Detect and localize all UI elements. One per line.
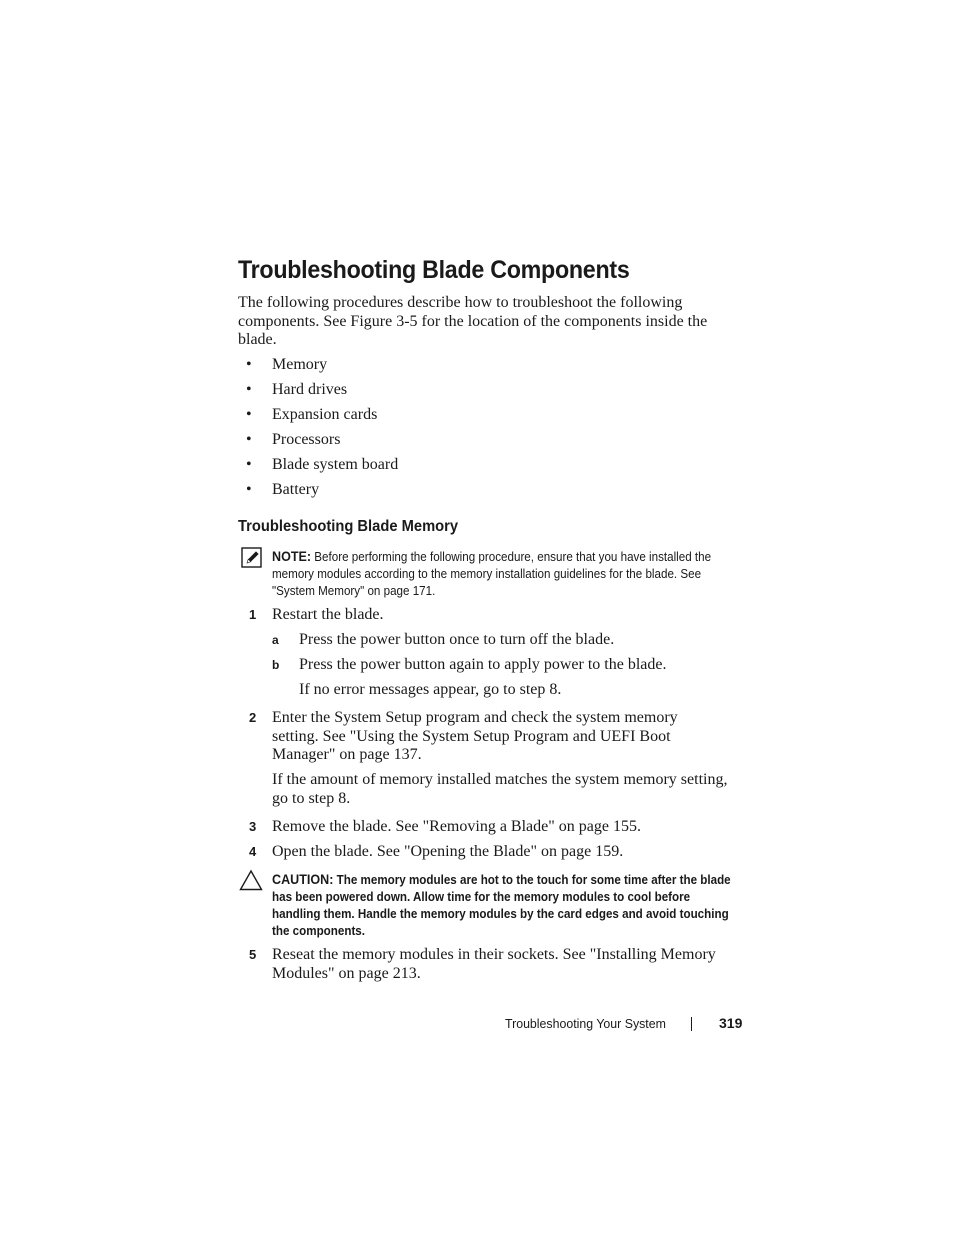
note-label: NOTE: [272,549,312,564]
note-block [272,548,735,600]
step-text: Remove the blade. See "Removing a Blade" on page 155. [272,818,641,835]
substep-text: Press the power button again to apply power to the blade. [299,656,667,673]
step-text: Open the blade. See "Opening the Blade" on page 159. [272,843,624,860]
bullet-marker: • [246,431,252,448]
list-item: Blade system board [272,456,399,473]
bullet-marker: • [246,406,252,423]
caution-block [272,871,739,940]
intro-paragraph: The following procedures describe how to troubleshoot the following components. See Figure 3-5 for the location of the components inside the blade. [238,294,708,348]
caution-triangle-icon [239,869,263,891]
substep-text: Press the power button once to turn off the blade. [299,631,615,648]
footer-chapter-title: Troubleshooting Your System [505,1016,666,1031]
bullet-marker: • [246,381,252,398]
step-followup: If no error messages appear, go to step 8. [299,681,562,698]
step-number: 5 [249,947,257,962]
list-item: Processors [272,431,341,448]
step-text: Reseat the memory modules in their sockets. See "Installing Memory Modules" on page 213. [272,946,716,982]
caution-label: CAUTION: [272,872,334,887]
caution-text: The memory modules are hot to the touch for some time after the blade has been powered down. Allow time for the memory modules to cool before handling them. Handle the memory modules by the card edges and avoid touching the components. [272,873,731,938]
step-text: Restart the blade. [272,606,384,623]
bullet-marker: • [246,456,252,473]
note-text: Before performing the following procedure, ensure that you have installed the memory modules according to the memory installation guidelines for the blade. See "System Memory" on page 171. [272,550,712,598]
substep-letter: b [272,658,280,672]
substep-letter: a [272,633,279,647]
step-number: 1 [249,607,257,622]
note-pencil-icon [241,547,263,569]
list-item: Expansion cards [272,406,378,423]
step-number: 2 [249,710,257,725]
subsection-title: Troubleshooting Blade Memory [238,518,459,535]
step-number: 4 [249,844,257,859]
bullet-marker: • [246,356,252,373]
step-followup: If the amount of memory installed matches the system memory setting, go to step 8. [272,771,728,807]
step-number: 3 [249,819,257,834]
page-number: 319 [719,1015,743,1031]
footer-divider [691,1017,692,1031]
list-item: Memory [272,356,328,373]
list-item: Hard drives [272,381,348,398]
step-text: Enter the System Setup program and check the system memory setting. See "Using the System Setup Program and UEFI Boot Manager" on page 137. [272,709,678,763]
list-item: Battery [272,481,320,498]
section-title: Troubleshooting Blade Components [238,256,630,284]
bullet-marker: • [246,481,252,498]
